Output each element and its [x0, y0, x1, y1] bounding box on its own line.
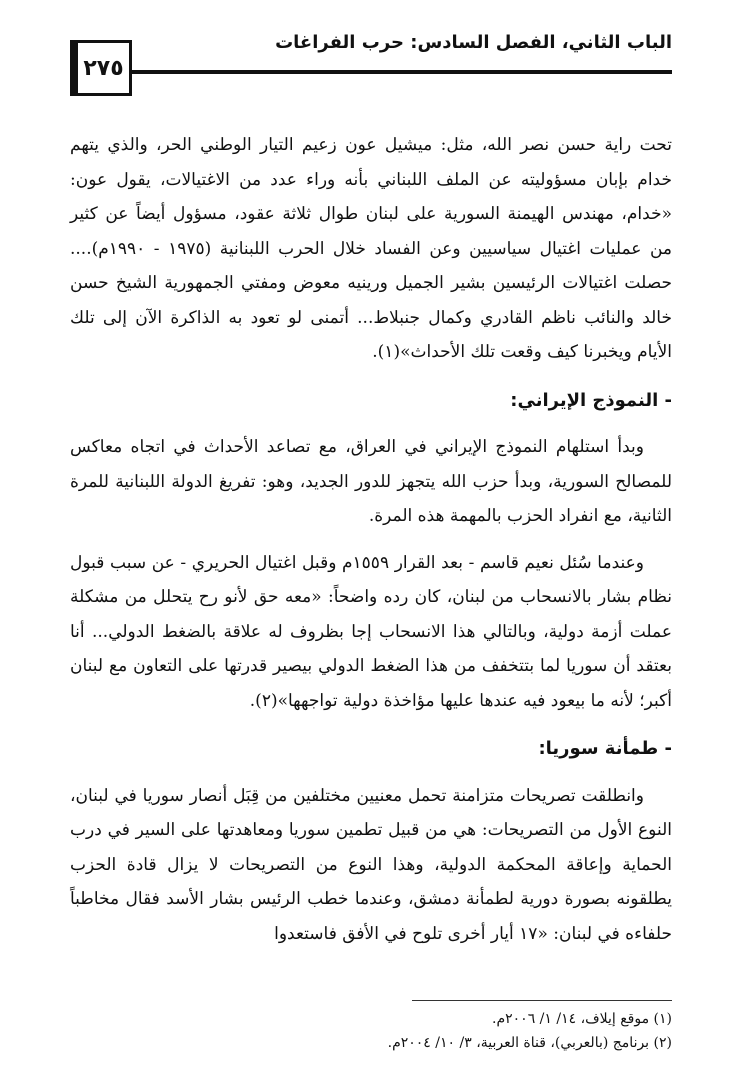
section-heading-reassuring-syria: - طمأنة سوريا: [538, 738, 672, 759]
paragraph-intro: تحت راية حسن نصر الله، مثل: ميشيل عون زعيم التيار الوطني الحر، والذي يتهم خدام بإبان مسؤوليته عن الملف اللبناني بأنه وراء عدد من الاغتيالات، يقول عون: «خدام، مهندس الهيمنة السورية على لبنان طوال ثلاثة عقود، مسؤول أيضاً عن كثير من عمليات اغتيال سياسيين وعن الفساد خلال الحرب اللبنانية (١٩٧٥ - ١٩٩٠م).... حصلت اغتيالات الرئيسين بشير الجميل ورينيه معوض ومفتي الجمهورية الشيخ حسن خالد والنائب ناظم القادري وكمال جنبلاط... أتمنى لو تعود به الذاكرة الآن إلى تلك الأيام ويخبرنا كيف وقعت تلك الأحداث»(١). [70, 135, 672, 362]
section-heading-iranian-model: - النموذج الإيراني: [510, 389, 672, 411]
paragraph-iranian-model: وبدأ استلهام النموذج الإيراني في العراق، مع تصاعد الأحداث في اتجاه معاكس للمصالح السورية، وبدأ حزب الله يتجهز للدور الجديد، وهو: تفريغ الدولة اللبنانية للمرة الثانية، مع انفراد الحزب بالمهمة هذه المرة. [70, 437, 672, 526]
page-number: ٢٧٥ [70, 40, 132, 96]
paragraph-reassuring-syria: وانطلقت تصريحات متزامنة تحمل معنيين مختلفين من قِبَل أنصار سوريا في لبنان، النوع الأول من التصريحات: هي من قبيل تطمين سوريا ومعاهدتها على السير في درب الحماية وإعاقة المحكمة الدولية، وهذا النوع من التصريحات لا يزال قادة الحزب يطلقونه بصورة دورية لطمأنة دمشق، وعندما خطب الرئيس بشار الأسد فقال مخاطباً حلفاءه في لبنان: «١٧ أيار أخرى تلوح في الأفق فاستعدوا [70, 785, 672, 944]
footnote-1: (١) موقع إيلاف، ١٤/ ١/ ٢٠٠٦م. [492, 1011, 672, 1027]
footnote-2: (٢) برنامج (بالعربي)، قناة العربية، ٣/ ١٠/ ٢٠٠٤م. [387, 1035, 672, 1051]
header-rule [132, 70, 672, 74]
page-body [70, 128, 672, 951]
running-header-title: الباب الثاني، الفصل السادس: حرب الفراغات [275, 32, 672, 53]
paragraph-naim-qassem: وعندما سُئل نعيم قاسم - بعد القرار ١٥٥٩م وقبل اغتيال الحريري - عن سبب قبول نظام بشار بالانسحاب من لبنان، كان رده واضحاً: «معه حق لأنو رح يتحلل من مشكلة عملت أزمة دولية، وبالتالي هذا الانسحاب إجا بظروف له علاقة بالضغط الدولي... أنا بعتقد أن سوريا لما بتتخفف من هذا الضغط الدولي بيصير قدرتها على التعاون مع لبنان أكبر؛ لأنه ما بيعود فيه عندها عليها مؤاخذة دولية تواجهها»(٢). [70, 552, 672, 711]
footnotes [388, 1007, 672, 1055]
footnote-rule [412, 1000, 672, 1001]
